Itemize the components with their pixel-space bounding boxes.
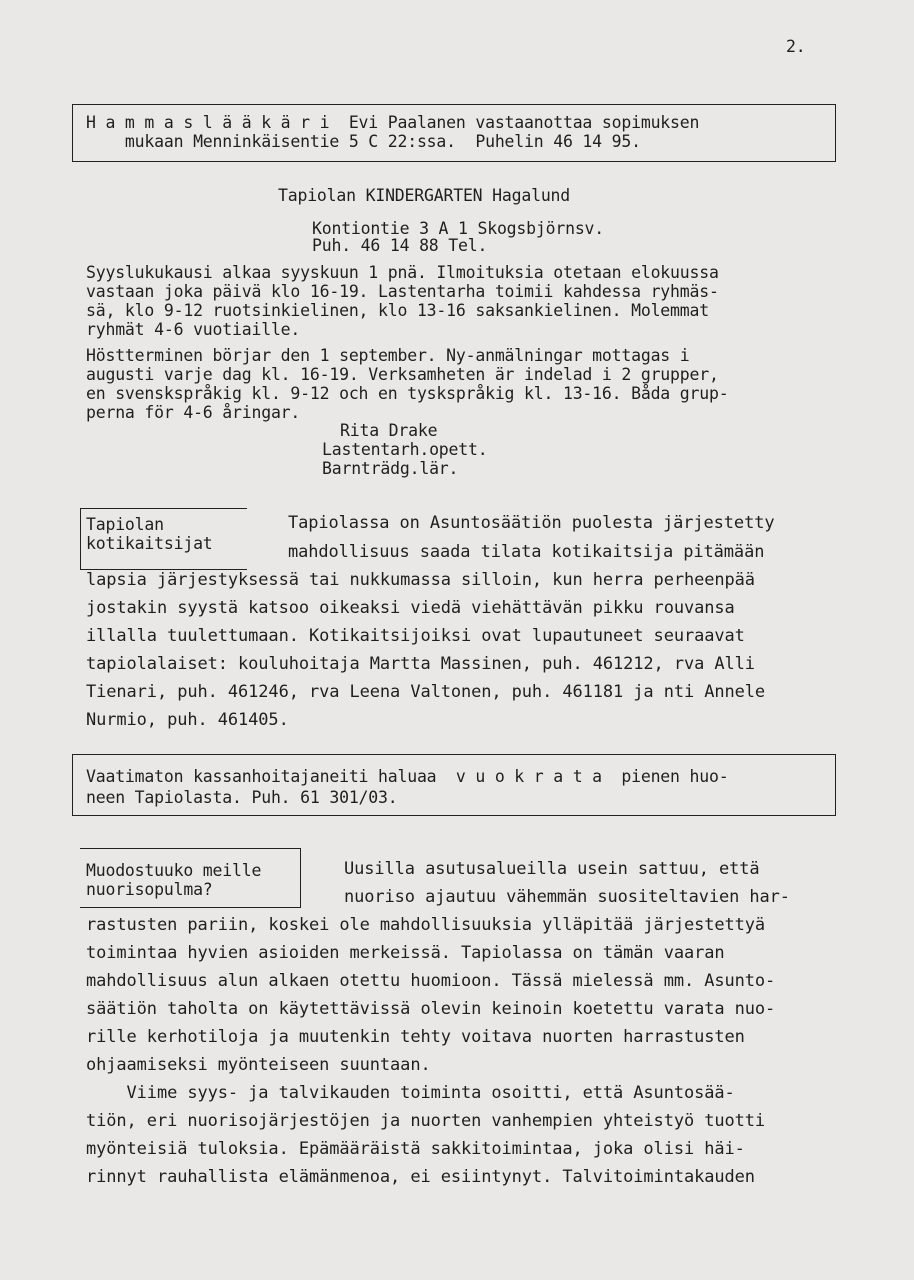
babysitters-line: Tienari, puh. 461246, rva Leena Valtonen, puh. 461181 ja nti Annele [86,682,766,702]
youth-line: nuoriso ajautuu vähemmän suositeltavien har- [344,887,790,907]
babysitters-line: tapiolalaiset: kouluhoitaja Martta Massinen, puh. 461212, rva Alli [86,654,755,674]
babysitters-label: kotikaitsijat [86,534,213,553]
youth-line: ohjaamiseksi myönteiseen suuntaan. [86,1055,431,1075]
babysitters-label: Tapiolan [86,515,164,534]
rental-notice-line: neen Tapiolasta. Puh. 61 301/03. [86,788,398,807]
youth-line: Viime syys- ja talvikauden toiminta osoitti, että Asuntosää- [86,1083,735,1103]
youth-line: toimintaa hyvien asioiden merkeissä. Tapiolassa on tämän vaaran [86,943,725,963]
youth-line: säätiön taholta on käytettävissä olevin keinoin koetettu varata nuo- [86,999,776,1019]
youth-line: rinnyt rauhallista elämänmenoa, ei esiintynyt. Talvitoimintakauden [86,1167,755,1187]
kindergarten-swedish-line: Höstterminen börjar den 1 september. Ny-anmälningar mottagas i [86,346,690,365]
kindergarten-swedish-line: en svenskspråkig kl. 9-12 och en tyskspråkig kl. 13-16. Båda grup- [86,384,729,403]
signature-title: Lastentarh.opett. [322,440,488,459]
kindergarten-phone: Puh. 46 14 88 Tel. [312,236,488,255]
kindergarten-finnish-line: sä, klo 9-12 ruotsinkielinen, klo 13-16 saksankielinen. Molemmat [86,301,709,320]
kindergarten-title: Tapiolan KINDERGARTEN Hagalund [278,186,571,205]
kindergarten-finnish-line: Syyslukukausi alkaa syyskuun 1 pnä. Ilmoituksia otetaan elokuussa [86,263,719,282]
babysitters-line: jostakin syystä katsoo oikeaksi viedä viehättävän pikku rouvansa [86,598,735,618]
youth-label: nuorisopulma? [86,880,213,899]
page-number: 2. [786,37,806,56]
babysitters-line: Tapiolassa on Asuntosäätiön puolesta järjestetty [288,513,775,533]
youth-line: mahdollisuus alun alkaen otettu huomioon. Tässä mielessä mm. Asunto- [86,971,776,991]
signature-name: Rita Drake [340,421,438,440]
kindergarten-finnish-line: vastaan joka päivä klo 16-19. Lastentarha toimii kahdessa ryhmäs- [86,282,719,301]
youth-line: myönteisiä tuloksia. Epämääräistä sakkitoimintaa, joka olisi häi- [86,1139,745,1159]
signature-title: Barnträdg.lär. [322,459,459,478]
babysitters-line: Nurmio, puh. 461405. [86,710,289,730]
youth-line: Uusilla asutusalueilla usein sattuu, että [344,859,760,879]
babysitters-line: illalla tuulettumaan. Kotikaitsijoiksi ovat lupautuneet seuraavat [86,626,745,646]
babysitters-line: mahdollisuus saada tilata kotikaitsija pitämään [288,542,765,562]
youth-label: Muodostuuko meille [86,861,262,880]
youth-line: rille kerhotiloja ja muutenkin tehty voitava nuorten harrastusten [86,1027,745,1047]
dentist-notice-line: H a m m a s l ä ä k ä r i Evi Paalanen vastaanottaa sopimuksen [86,113,700,132]
kindergarten-swedish-line: perna för 4-6 åringar. [86,403,301,422]
youth-line: rastusten pariin, koskei ole mahdollisuuksia ylläpitää järjestettyä [86,915,766,935]
rental-notice-line: Vaatimaton kassanhoitajaneiti haluaa v u o k r a t a pienen huo- [86,767,729,786]
youth-line: tiön, eri nuorisojärjestöjen ja nuorten vanhempien yhteistyö tuotti [86,1111,766,1131]
kindergarten-finnish-line: ryhmät 4-6 vuotiaille. [86,320,301,339]
kindergarten-swedish-line: augusti varje dag kl. 16-19. Verksamheten är indelad i 2 grupper, [86,365,719,384]
kindergarten-address: Kontiontie 3 A 1 Skogsbjörnsv. [312,219,605,238]
babysitters-line: lapsia järjestyksessä tai nukkumassa silloin, kun herra perheenpää [86,570,755,590]
dentist-notice-line: mukaan Menninkäisentie 5 C 22:ssa. Puhelin 46 14 95. [86,132,641,151]
